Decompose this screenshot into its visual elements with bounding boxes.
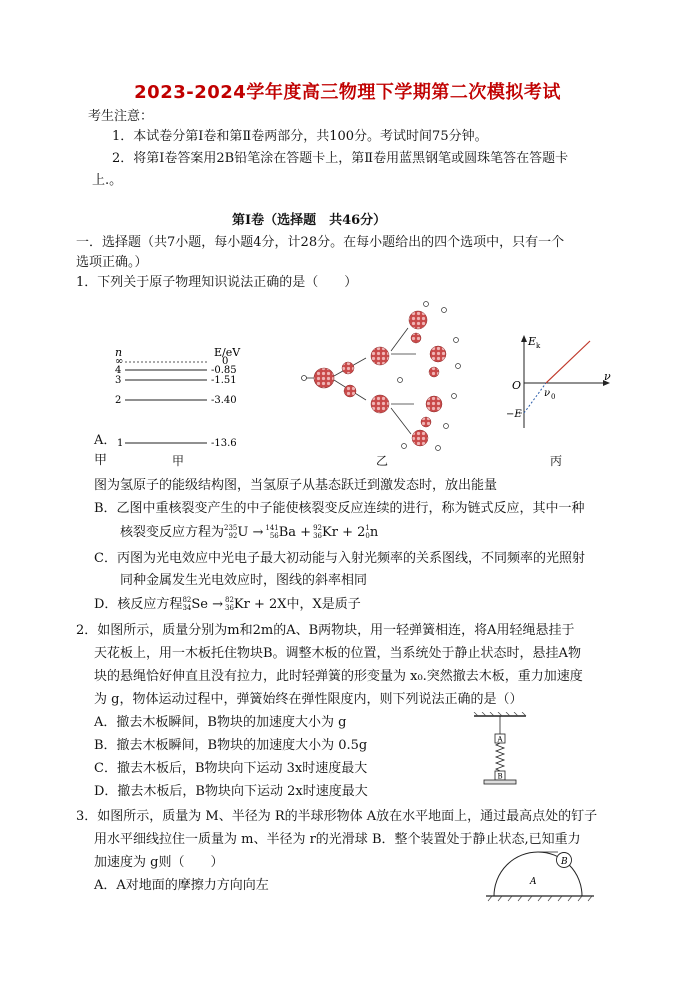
- notice-heading: 考生注意：: [88, 109, 154, 124]
- notice-item-3: 上.。: [92, 173, 123, 188]
- q1-optC-line1: C．丙图为光电效应中光电子最大初动能与入射光频率的关系图线，不同频率的光照射: [94, 551, 585, 566]
- block-a-label: A: [497, 735, 503, 744]
- fragment-icon: [412, 430, 428, 446]
- hemisphere-a-label: A: [530, 877, 537, 887]
- q2-optB: B．撤去木板瞬间，B物块的加速度大小为 0.5g: [94, 738, 368, 753]
- level-n-4: 4: [115, 365, 122, 376]
- q1-optC-line2: 同种金属发生光电效应时，图线的斜率相同: [120, 573, 368, 588]
- q2-line3: 块的悬绳恰好伸直且没有拉力，此时轻弹簧的形变量为 x₀.突然撤去木板，重力加速度: [94, 669, 583, 684]
- q3-optA: A．A对地面的摩擦力方向向左: [94, 878, 269, 893]
- q1-optB-line2: 核裂变反应方程为235 92U → 141 56Ba + 92 36Kr + 21 0n: [120, 524, 379, 540]
- section-intro-2: 选项正确。）: [76, 255, 148, 270]
- fragment-icon: [426, 396, 442, 412]
- q1-optB-line1: B．乙图中重核裂变产生的中子能使核裂变反应连续的进行，称为链式反应，其中一种: [94, 501, 585, 516]
- level-e-2: -3.40: [211, 395, 237, 406]
- notice-item-1: 1．本试卷分第Ⅰ卷和第Ⅱ卷两部分，共100分。考试时间75分钟。: [112, 129, 488, 144]
- fig-label-yi: 乙: [376, 454, 389, 468]
- fragment-icon: [411, 333, 421, 343]
- exam-title: 2023-2024学年度高三物理下学期第二次模拟考试: [134, 82, 561, 103]
- n-label: n: [115, 346, 123, 359]
- board: [484, 780, 516, 784]
- section-intro-1: 一．选择题（共7小题，每小题4分，计28分。在每小题给出的四个选项中，只有一个: [76, 235, 565, 250]
- q2-line1: 2．如图所示，质量分别为m和2m的A、B两物块，用一轻弹簧相连，将A用轻绳悬挂于: [76, 623, 575, 638]
- photoelectric-graph: [506, 333, 616, 433]
- level-n-inf: ∞: [115, 356, 124, 367]
- y-axis-arrow-icon: [521, 335, 527, 342]
- q1-optA-prefix: A．: [94, 433, 117, 448]
- q1-stem: 1．下列关于原子物理知识说法正确的是（ ）: [76, 275, 358, 290]
- q2-optC: C．撤去木板后，B物块向下运动 3x时速度最大: [94, 761, 368, 776]
- energy-level-diagram: [110, 340, 260, 452]
- q3-line3: 加速度为 g则（ ）: [94, 855, 224, 870]
- q1-optA-text: 图为氢原子的能级结构图，当氢原子从基态跃迁到激发态时，放出能量: [94, 478, 498, 493]
- fragment-icon: [430, 346, 446, 362]
- q3-line1: 3．如图所示，质量为 M、半径为 R的半球形物体 A放在水平地面上，通过最高点处的钉子: [76, 809, 598, 824]
- notice-item-2: 2．将第Ⅰ卷答案用2B铅笔涂在答题卡上，第Ⅱ卷用蓝黑钢笔或圆珠笔答在答题卡: [112, 151, 569, 166]
- neutron-icon: [302, 376, 307, 381]
- q2-optA: A．撤去木板瞬间，B物块的加速度大小为 g: [94, 715, 347, 730]
- section-heading: 第Ⅰ卷（选择题 共46分）: [232, 213, 387, 228]
- fragment-icon: [409, 311, 427, 329]
- uranium-nucleus-icon: [371, 395, 389, 413]
- level-n-1: 1: [117, 438, 124, 449]
- uranium-nucleus-icon: [314, 368, 334, 388]
- block-b-label: B: [497, 772, 503, 781]
- ek-axis-label: E: [528, 335, 537, 348]
- ek-axis-sub: k: [536, 342, 541, 350]
- q3-line2: 用水平细线拉住一质量为 m、半径为 r的光滑球 B．整个装置处于静止状态,已知重力: [94, 832, 581, 847]
- fragment-icon: [421, 417, 431, 427]
- q2-optD: D．撤去木板后，B物块向下运动 2x时速度最大: [94, 784, 368, 799]
- q2-line4: 为 g，物体运动过程中，弹簧始终在弹性限度内，则下列说法正确的是（）: [94, 692, 523, 707]
- fragment-icon: [429, 367, 439, 377]
- nu-axis-label: ν: [604, 370, 611, 383]
- spring-icon: [496, 743, 504, 771]
- fragment-icon: [342, 362, 354, 374]
- nu0-sub: 0: [551, 393, 556, 401]
- ball-b-label: B: [561, 857, 568, 867]
- level-e-inf: 0: [222, 356, 229, 367]
- energy-unit-label: E/eV: [214, 346, 241, 359]
- uranium-nucleus-icon: [371, 347, 389, 365]
- q1-optA-jia: 甲: [94, 453, 108, 468]
- fig-label-jia: 甲: [172, 454, 185, 468]
- chain-reaction-diagram: [296, 296, 476, 456]
- level-e-3: -1.51: [211, 375, 237, 386]
- level-n-2: 2: [115, 395, 122, 406]
- fig-label-bing: 丙: [550, 454, 563, 468]
- fragment-icon: [344, 385, 356, 397]
- q1-optD: D．核反应方程82 34Se → 82 36Kr + 2X中，X是质子: [94, 596, 361, 612]
- origin-label: O: [512, 379, 522, 392]
- spring-block-diagram: [470, 712, 530, 788]
- neg-e-label: −E: [506, 409, 522, 420]
- level-n-3: 3: [115, 375, 122, 386]
- q2-line2: 天花板上，用一木板托住物块B。调整木板的位置，当系统处于静止状态时，悬挂A物: [94, 646, 581, 661]
- nu0-label: ν: [544, 388, 551, 399]
- level-e-1: -13.6: [211, 438, 237, 449]
- level-e-4: -0.85: [211, 365, 237, 376]
- hemisphere-ball-diagram: [486, 846, 596, 906]
